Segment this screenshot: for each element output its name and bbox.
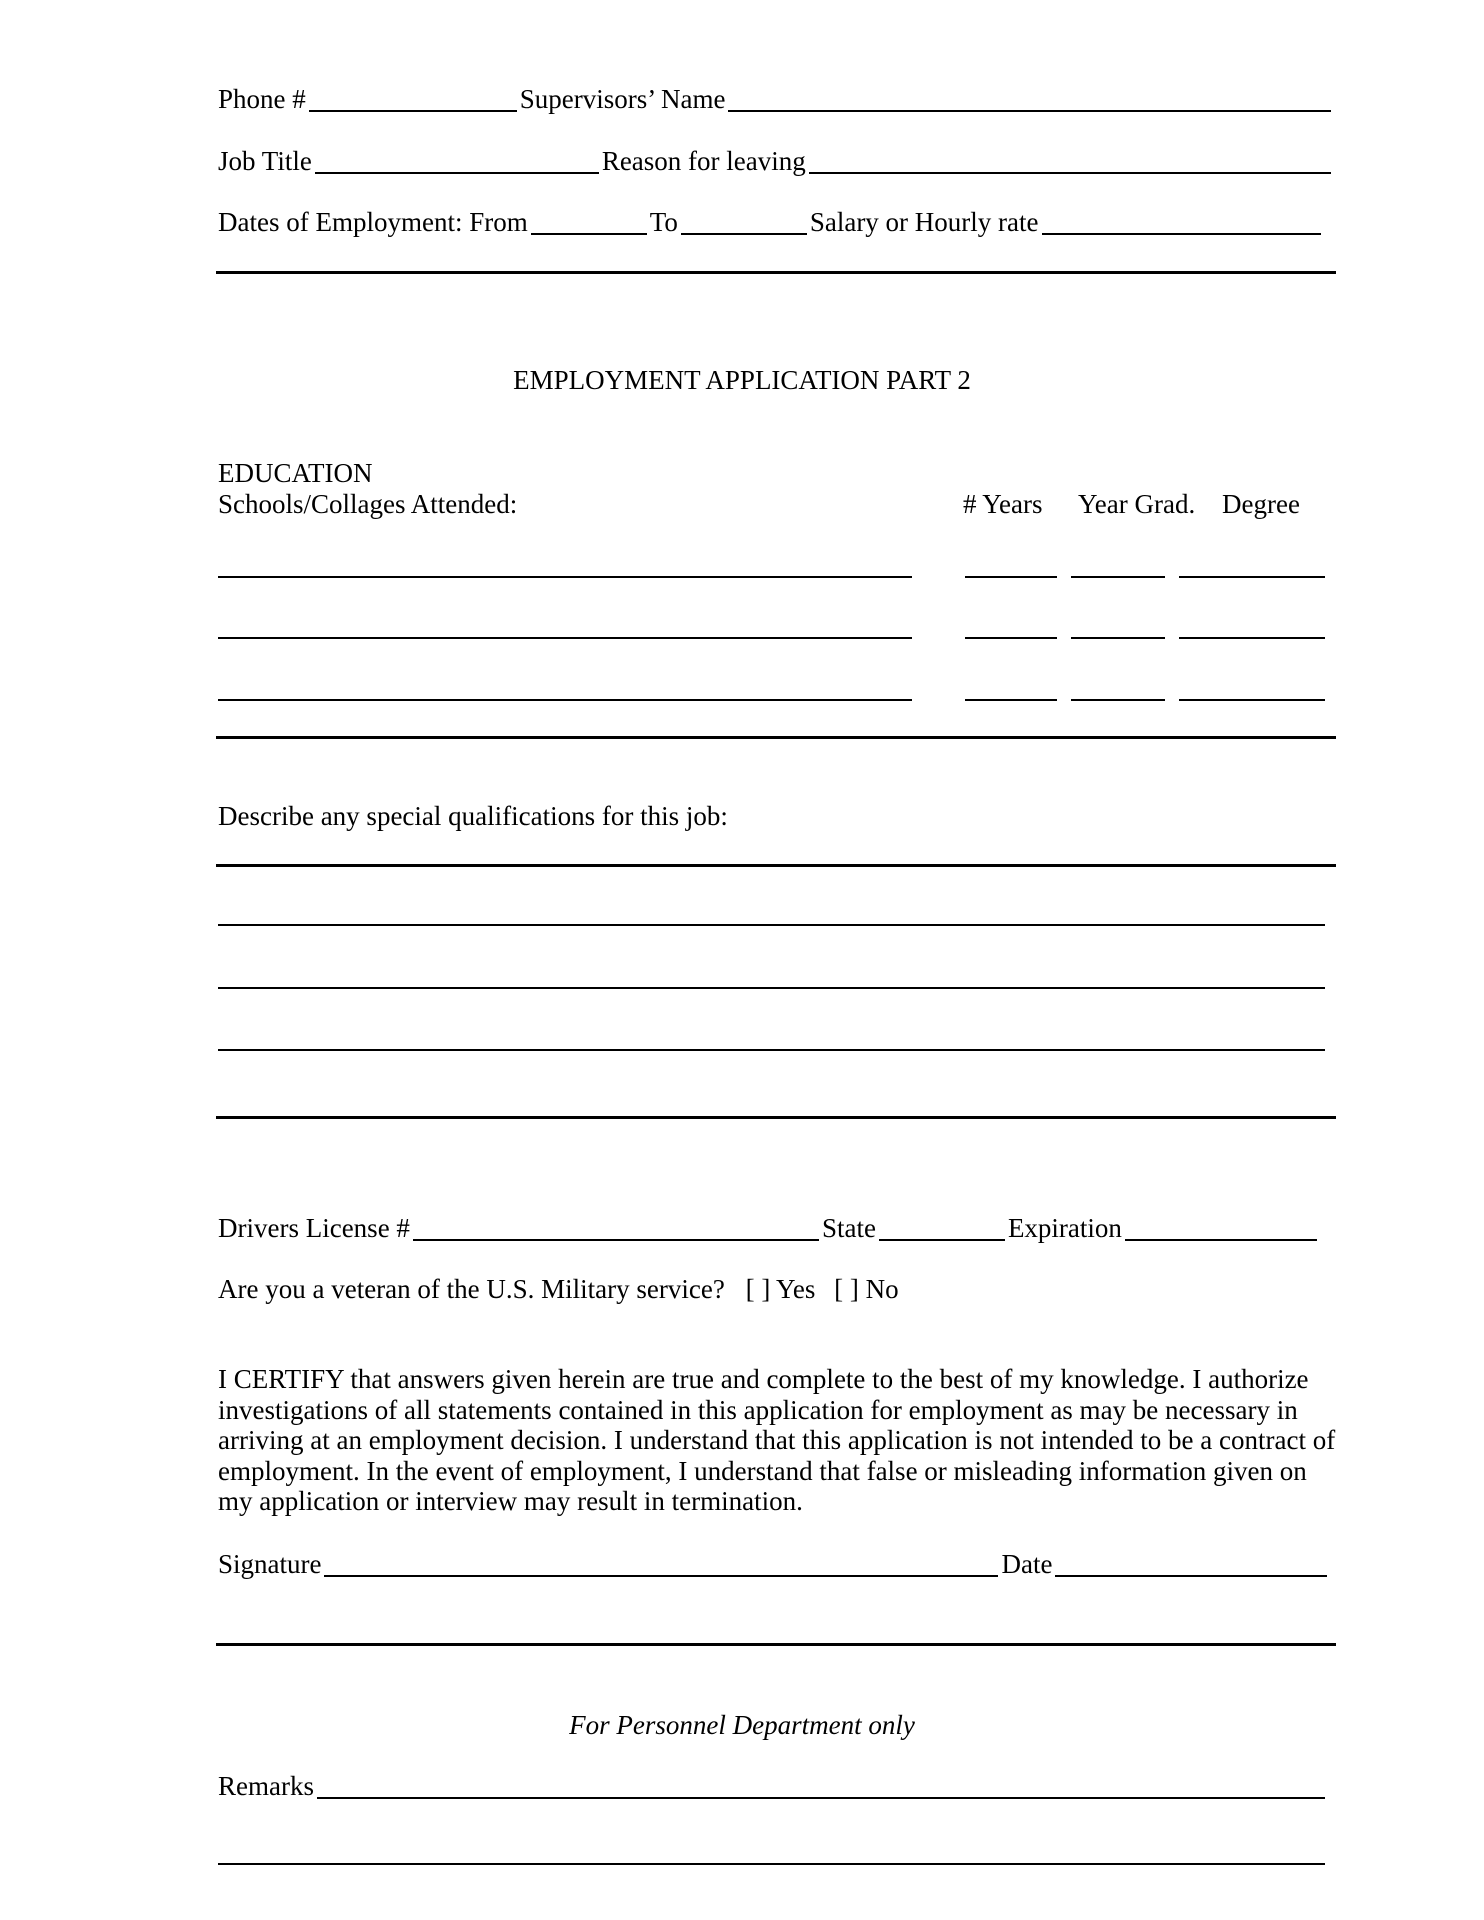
date-to-field[interactable] bbox=[681, 233, 807, 235]
school-field[interactable] bbox=[218, 699, 912, 701]
section-divider bbox=[216, 736, 1336, 739]
year-grad-field[interactable] bbox=[1071, 637, 1165, 639]
date-from-field[interactable] bbox=[531, 233, 647, 235]
degree-field[interactable] bbox=[1179, 637, 1325, 639]
school-field[interactable] bbox=[218, 637, 912, 639]
schools-label: Schools/Collages Attended: bbox=[218, 489, 518, 519]
phone-field[interactable] bbox=[309, 110, 517, 112]
year-grad-field[interactable] bbox=[1071, 699, 1165, 701]
signature-field[interactable] bbox=[324, 1575, 998, 1577]
degree-field[interactable] bbox=[1179, 699, 1325, 701]
page-title: EMPLOYMENT APPLICATION PART 2 bbox=[513, 365, 971, 395]
year-grad-column-header: Year Grad. bbox=[1078, 489, 1196, 519]
expiration-field[interactable] bbox=[1125, 1239, 1317, 1241]
job-title-row bbox=[218, 148, 1334, 175]
section-divider bbox=[216, 1116, 1336, 1119]
reason-label: Reason for leaving bbox=[601, 146, 806, 176]
salary-label: Salary or Hourly rate bbox=[809, 207, 1039, 237]
degree-column-header: Degree bbox=[1222, 489, 1300, 519]
signature-row bbox=[218, 1551, 1330, 1578]
veteran-question: Are you a veteran of the U.S. Military service? bbox=[218, 1274, 725, 1304]
phone-supervisor-row bbox=[218, 86, 1334, 113]
section-divider bbox=[216, 1643, 1336, 1646]
qualifications-line[interactable] bbox=[218, 924, 1325, 926]
school-field[interactable] bbox=[218, 576, 912, 578]
state-label: State bbox=[821, 1213, 876, 1243]
remarks-line[interactable] bbox=[218, 1863, 1325, 1865]
state-field[interactable] bbox=[879, 1239, 1005, 1241]
phone-label: Phone # bbox=[218, 84, 306, 114]
certification-text: I CERTIFY that answers given herein are true and complete to the best of my knowledge. I authorize investigations of all statements contained in this application for employment as may be necessary in arriving at an employment decision. I understand that this application is not intended to be a contract of employment. In the event of employment, I understand that false or misleading information given on my application or interview may result in termination. bbox=[218, 1364, 1336, 1516]
veteran-row bbox=[218, 1276, 899, 1303]
remarks-label: Remarks bbox=[218, 1771, 314, 1801]
salary-field[interactable] bbox=[1042, 233, 1322, 235]
license-row bbox=[218, 1215, 1320, 1242]
year-grad-field[interactable] bbox=[1071, 576, 1165, 578]
dates-row bbox=[218, 209, 1324, 236]
signature-label: Signature bbox=[218, 1549, 322, 1579]
date-label: Date bbox=[1001, 1549, 1053, 1579]
dates-from-label: Dates of Employment: From bbox=[218, 207, 528, 237]
years-field[interactable] bbox=[965, 576, 1057, 578]
qualifications-line[interactable] bbox=[218, 987, 1325, 989]
date-field[interactable] bbox=[1055, 1575, 1327, 1577]
license-label: Drivers License # bbox=[218, 1213, 410, 1243]
reason-field[interactable] bbox=[809, 172, 1331, 174]
education-heading: EDUCATION bbox=[218, 458, 373, 488]
years-column-header: # Years bbox=[963, 489, 1043, 519]
job-title-field[interactable] bbox=[315, 172, 599, 174]
section-divider bbox=[216, 864, 1336, 867]
personnel-heading: For Personnel Department only bbox=[569, 1710, 915, 1740]
supervisor-label: Supervisors’ Name bbox=[519, 84, 726, 114]
section-divider bbox=[216, 271, 1336, 274]
qualifications-label: Describe any special qualifications for this job: bbox=[218, 801, 728, 831]
years-field[interactable] bbox=[965, 637, 1057, 639]
years-field[interactable] bbox=[965, 699, 1057, 701]
remarks-field[interactable] bbox=[317, 1797, 1325, 1799]
veteran-no-checkbox[interactable]: [ ] No bbox=[834, 1274, 899, 1304]
qualifications-line[interactable] bbox=[218, 1049, 1325, 1051]
degree-field[interactable] bbox=[1179, 576, 1325, 578]
dates-to-label: To bbox=[649, 207, 678, 237]
supervisor-field[interactable] bbox=[728, 110, 1331, 112]
veteran-yes-checkbox[interactable]: [ ] Yes bbox=[745, 1274, 816, 1304]
job-title-label: Job Title bbox=[218, 146, 312, 176]
expiration-label: Expiration bbox=[1007, 1213, 1122, 1243]
remarks-row bbox=[218, 1773, 1328, 1800]
license-field[interactable] bbox=[413, 1239, 819, 1241]
